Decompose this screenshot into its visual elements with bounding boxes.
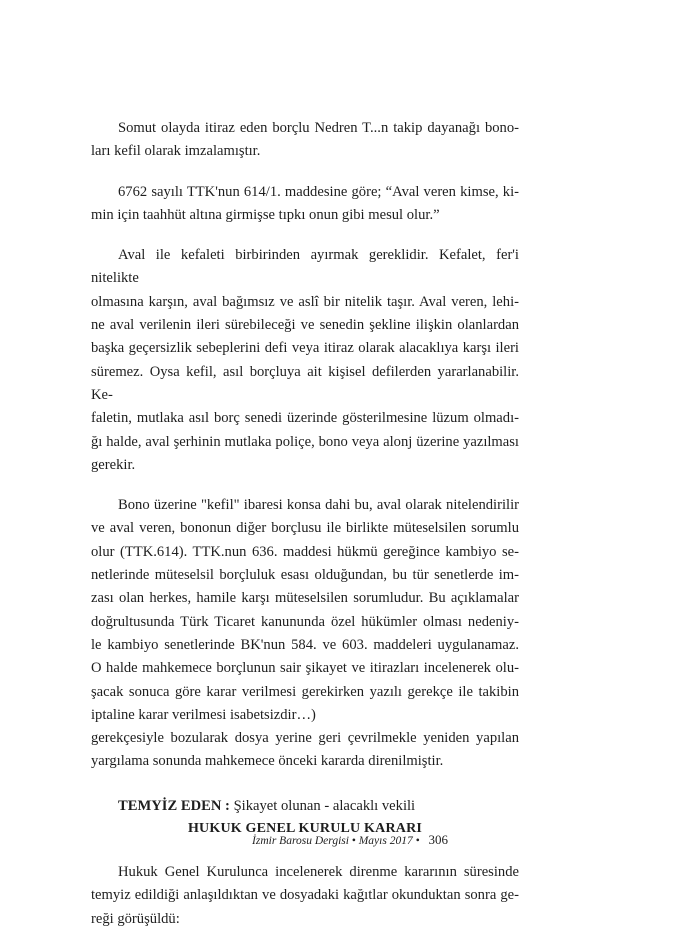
text-line: Aval ile kefaleti birbirinden ayırmak gereklidir. Kefalet, fer'i nitelikte: [91, 247, 519, 287]
text-line: Hukuk Genel Kurulunca incelenerek direnme kararının süresinde: [118, 864, 519, 881]
text-line: ğı halde, aval şerhinin mutlaka poliçe, bono veya alonj üzerine yazılması: [91, 433, 519, 450]
page-number: 306: [428, 832, 448, 847]
text-line: le kambiyo senetlerinde BK'nun 584. ve 603. maddeleri uygulanamaz.: [91, 636, 519, 653]
text-line: faletin, mutlaka asıl borç senedi üzerinde gösterilmesine lüzum olmadı-: [91, 410, 519, 427]
paragraph-5: [91, 861, 519, 931]
section-heading: HUKUK GENEL KURULU KARARI: [187, 821, 423, 837]
text-line: reği görüşüldü:: [91, 910, 180, 927]
text-line: gerekçesiyle bozularak dosya yerine geri çevrilmekle yeniden yapılan: [91, 730, 519, 747]
page-footer: [0, 832, 700, 848]
appellant-label: TEMYİZ EDEN :: [118, 797, 230, 814]
text-line: temyiz edildiği anlaşıldıktan ve dosyadaki kağıtlar okunduktan sonra ge-: [91, 887, 519, 904]
text-line: başka geçersizlik sebeplerini defi veya itiraz olarak alacaklıya karşı ileri: [91, 340, 519, 357]
text-line: olur (TTK.614). TTK.nun 636. maddesi hükmü gereğince kambiyo se-: [91, 543, 519, 560]
text-line: min için taahhüt altına girmişse tıpkı onun gibi mesul olur.”: [91, 206, 440, 223]
text-line: ne aval verilenin ileri sürebileceği ve senedin şekline ilişkin olanlardan: [91, 317, 519, 334]
text-line: netlerinde müteselsil borçluluk esası olduğundan, bu tür senetlerde im-: [91, 567, 519, 584]
text-line: süremez. Oysa kefil, asıl borçluya ait kişisel defilerden yararlanabilir. Ke-: [91, 363, 519, 403]
appellant-line: [91, 795, 519, 818]
text-line: O halde mahkemece borçlunun sair şikayet ve itirazları incelenerek olu-: [91, 660, 519, 677]
text-line: iptaline karar verilmesi isabetsizdir…): [91, 706, 316, 723]
paragraph-4: [91, 494, 519, 774]
text-line: 6762 sayılı TTK'nun 614/1. maddesine göre; “Aval veren kimse, ki-: [118, 183, 519, 200]
text-line: gerekir.: [91, 456, 136, 473]
journal-name: İzmir Barosu Dergisi • Mayıs 2017 •: [252, 835, 420, 847]
text-line: zası olan herkes, hamile karşı müteselsilen sorumludur. Bu açıklamalar: [91, 590, 519, 607]
paragraph-1: [91, 117, 519, 164]
text-column: [91, 117, 519, 931]
paragraph-2: [91, 181, 519, 228]
text-line: ları kefil olarak imzalamıştır.: [91, 143, 261, 160]
text-line: Bono üzerine "kefil" ibaresi konsa dahi bu, aval olarak nitelendirilir: [118, 497, 519, 514]
text-line: yargılama sonunda mahkemece önceki kararda direnilmiştir.: [91, 753, 444, 770]
text-line: doğrultusunda Türk Ticaret kanununda özel hükümler olması nedeniy-: [91, 613, 519, 630]
text-line: ve aval veren, bononun diğer borçlusu ile birlikte müteselsilen sorumlu: [91, 520, 519, 537]
text-line: Somut olayda itiraz eden borçlu Nedren T...n takip dayanağı bono-: [118, 120, 519, 136]
appellant-text: Şikayet olunan - alacaklı vekili: [233, 797, 416, 814]
text-line: şacak sonuca göre karar verilmesi gerekirken yazılı gerekçe ile takibin: [91, 683, 519, 700]
text-line: olmasına karşın, aval bağımsız ve aslî bir nitelik taşır. Aval veren, lehi-: [91, 293, 519, 310]
paragraph-3: [91, 244, 519, 477]
